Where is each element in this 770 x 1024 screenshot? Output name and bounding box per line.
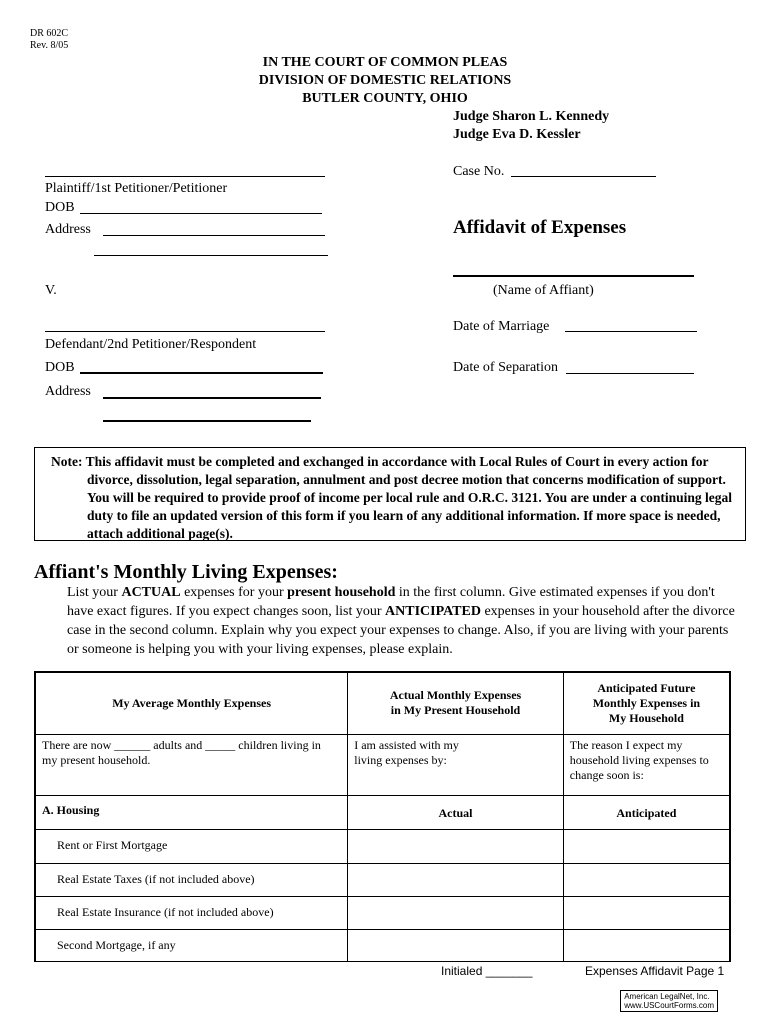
judge-1: Judge Sharon L. Kennedy: [453, 109, 610, 124]
marriage-date-label: Date of Marriage: [453, 319, 550, 334]
defendant-dob-label: DOB: [45, 360, 75, 375]
judge-2: Judge Eva D. Kessler: [453, 127, 581, 142]
intro-anticipated: ANTICIPATED: [385, 604, 481, 619]
expense-actual-input[interactable]: [348, 829, 564, 863]
court-line-3: BUTLER COUNTY, OHIO: [302, 91, 468, 106]
expense-anticipated-input[interactable]: [563, 896, 730, 929]
form-revision: Rev. 8/05: [30, 40, 69, 51]
intro-part-4: expenses in your household after the divorce case in the second column. Explain why you expect your expenses to change. Also, if you are living with your parents or someone is helping you with your living expenses, please explain.: [67, 604, 735, 657]
expense-row-label-cell: [35, 829, 348, 863]
versus-label: V.: [45, 283, 57, 298]
housing-label: A. Housing: [42, 802, 100, 817]
defendant-address-line-2[interactable]: [103, 420, 311, 422]
expense-row-label: Real Estate Insurance (if not included above): [57, 904, 274, 919]
note-text: Note: This affidavit must be completed and exchanged in accordance with Local Rules of Court in every action for divorce, dissolution, legal separation, annulment and post decree motion that concerns modification of support. You will be required to provide proof of income per local rule and O.R.C. 3121. You are under a continuing legal duty to file an updated version of this form if you learn of any additional information. If more space is needed, attach additional page(s).: [51, 454, 733, 541]
case-no-label: Case No.: [453, 164, 505, 179]
col1-header-cell: [35, 672, 348, 734]
document-title: Affidavit of Expenses: [453, 217, 627, 238]
expense-row-label-cell: [35, 896, 348, 929]
anticipated-header-cell: [563, 795, 730, 829]
actual-label: Actual: [438, 805, 473, 820]
publisher-box: [620, 990, 718, 1012]
assisted-text: I am assisted with my living expenses by:: [354, 737, 459, 767]
reason-cell[interactable]: [563, 734, 730, 795]
intro-actual: ACTUAL: [121, 585, 181, 600]
housing-header-cell: [35, 795, 348, 829]
publisher-line-2[interactable]: www.USCourtForms.com: [624, 1001, 714, 1010]
expense-row-label: Rent or First Mortgage: [57, 837, 168, 852]
defendant-label: Defendant/2nd Petitioner/Respondent: [45, 337, 257, 352]
expense-actual-input[interactable]: [348, 863, 564, 896]
col1-header: My Average Monthly Expenses: [112, 695, 271, 710]
defendant-address-line-1[interactable]: [103, 397, 321, 399]
affiant-name-line[interactable]: [453, 275, 694, 277]
expense-actual-input[interactable]: [348, 929, 564, 961]
intro-part-1: List your: [67, 585, 122, 600]
note-text-wrap: [51, 453, 741, 543]
plaintiff-address-line-2[interactable]: [94, 255, 328, 256]
plaintiff-name-line[interactable]: [45, 176, 325, 177]
expense-anticipated-input[interactable]: [563, 829, 730, 863]
actual-header-cell: [348, 795, 564, 829]
initialed-label: Initialed _______: [441, 964, 533, 978]
defendant-dob-line[interactable]: [80, 372, 323, 374]
expense-row-label-cell: [35, 929, 348, 961]
reason-text: The reason I expect my household living expenses to change soon is:: [569, 737, 709, 782]
col2-header-cell: [348, 672, 564, 734]
expenses-table: [34, 671, 731, 962]
intro-part-3: in the first column. Give estimated expenses if you don't have exact figures. If you expect changes soon, list your: [67, 585, 715, 619]
household-cell[interactable]: [35, 734, 348, 795]
col3-header-cell: [563, 672, 730, 734]
expense-row-label: Real Estate Taxes (if not included above): [57, 871, 255, 886]
plaintiff-dob-line[interactable]: [80, 213, 322, 214]
expense-anticipated-input[interactable]: [563, 863, 730, 896]
separation-date-line[interactable]: [566, 373, 694, 374]
marriage-date-line[interactable]: [565, 331, 697, 332]
separation-date-label: Date of Separation: [453, 360, 558, 375]
defendant-address-label: Address: [45, 384, 91, 399]
case-no-line[interactable]: [511, 176, 656, 177]
col3-header: Anticipated Future Monthly Expenses in My Household: [592, 680, 701, 725]
expense-actual-input[interactable]: [348, 896, 564, 929]
expense-row-label-cell: [35, 863, 348, 896]
household-text: There are now ______ adults and _____ children living in my present household.: [42, 737, 321, 767]
publisher-line-1: American LegalNet, Inc.: [624, 992, 710, 1001]
section-intro: [67, 583, 737, 659]
court-line-1: IN THE COURT OF COMMON PLEAS: [262, 55, 508, 70]
defendant-name-line[interactable]: [45, 331, 325, 332]
form-number: DR 602C: [30, 28, 69, 39]
expense-anticipated-input[interactable]: [563, 929, 730, 961]
plaintiff-address-label: Address: [45, 222, 91, 237]
section-title: Affiant's Monthly Living Expenses:: [34, 561, 338, 583]
intro-present: present household: [287, 585, 396, 600]
plaintiff-dob-label: DOB: [45, 200, 75, 215]
expense-row-label: Second Mortgage, if any: [57, 937, 176, 952]
page-label: Expenses Affidavit Page 1: [585, 964, 725, 978]
anticipated-label: Anticipated: [616, 805, 677, 820]
col2-header: Actual Monthly Expenses in My Present Household: [389, 688, 522, 718]
intro-part-2: expenses for your: [180, 585, 288, 600]
plaintiff-address-line-1[interactable]: [103, 235, 325, 236]
court-line-2: DIVISION OF DOMESTIC RELATIONS: [258, 73, 512, 88]
affiant-caption: (Name of Affiant): [493, 283, 594, 298]
plaintiff-label: Plaintiff/1st Petitioner/Petitioner: [45, 181, 228, 196]
assisted-cell[interactable]: [348, 734, 564, 795]
note-box: [34, 447, 746, 541]
